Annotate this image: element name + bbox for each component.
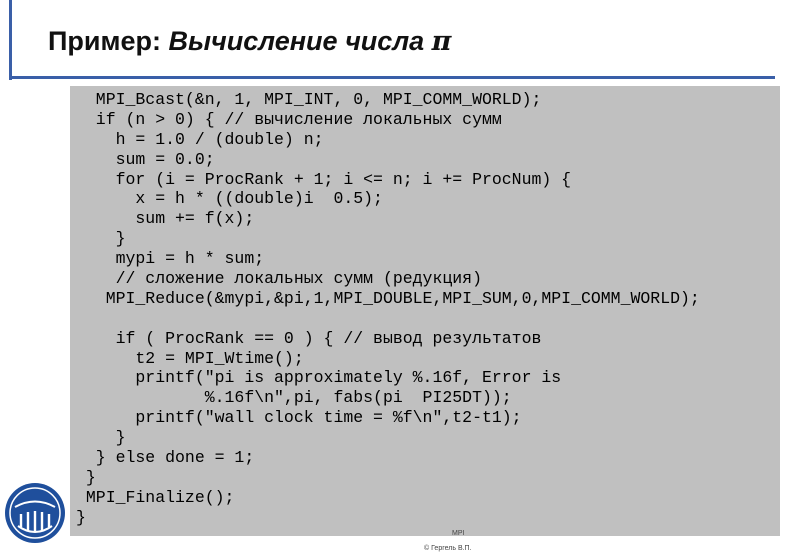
title-underline bbox=[9, 76, 775, 79]
unn-logo-icon bbox=[4, 482, 66, 544]
footer-author: © Гергель В.П. bbox=[424, 545, 472, 552]
code-line-15: printf("pi is approximately %.16f, Error is bbox=[76, 368, 562, 388]
footer-label: MPI bbox=[452, 530, 465, 537]
code-line-8: } bbox=[76, 229, 126, 249]
title-prefix: Пример: bbox=[48, 26, 169, 56]
pi-symbol: π bbox=[431, 26, 452, 57]
code-line-9: mypi = h * sum; bbox=[76, 249, 265, 269]
code-line-19: } else done = 1; bbox=[76, 448, 255, 468]
code-line-20: } bbox=[76, 467, 96, 487]
code-line-3: h = 1.0 / (double) n; bbox=[76, 129, 324, 149]
code-line-10: // сложение локальных сумм (редукция) bbox=[76, 269, 482, 289]
code-line-22: } bbox=[76, 507, 86, 527]
code-line-17: printf("wall clock time = %f\n",t2-t1); bbox=[76, 408, 522, 428]
code-block bbox=[76, 90, 700, 528]
code-line-13: if ( ProcRank == 0 ) { // вывод результатов bbox=[76, 328, 542, 348]
left-accent-bar bbox=[9, 0, 12, 80]
code-line-7: sum += f(x); bbox=[76, 209, 255, 229]
code-line-12 bbox=[76, 309, 700, 329]
code-line-1: MPI_Bcast(&n, 1, MPI_INT, 0, MPI_COMM_WORLD); bbox=[76, 90, 542, 109]
code-line-21: MPI_Finalize(); bbox=[76, 487, 235, 507]
code-line-16: %.16f\n",pi, fabs(pi PI25DT)); bbox=[76, 388, 512, 408]
code-line-11: MPI_Reduce(&mypi,&pi,1,MPI_DOUBLE,MPI_SUM,0,MPI_COMM_WORLD); bbox=[76, 288, 700, 308]
code-line-18: } bbox=[76, 428, 126, 448]
slide-title bbox=[48, 26, 451, 57]
code-line-14: t2 = MPI_Wtime(); bbox=[76, 348, 304, 368]
code-line-4: sum = 0.0; bbox=[76, 149, 215, 169]
title-italic-text: Вычисление числа bbox=[168, 26, 432, 56]
code-line-6: x = h * ((double)i 0.5); bbox=[76, 189, 383, 209]
code-line-5: for (i = ProcRank + 1; i <= n; i += ProcNum) { bbox=[76, 169, 572, 189]
code-line-2: if (n > 0) { // вычисление локальных сумм bbox=[76, 109, 502, 129]
